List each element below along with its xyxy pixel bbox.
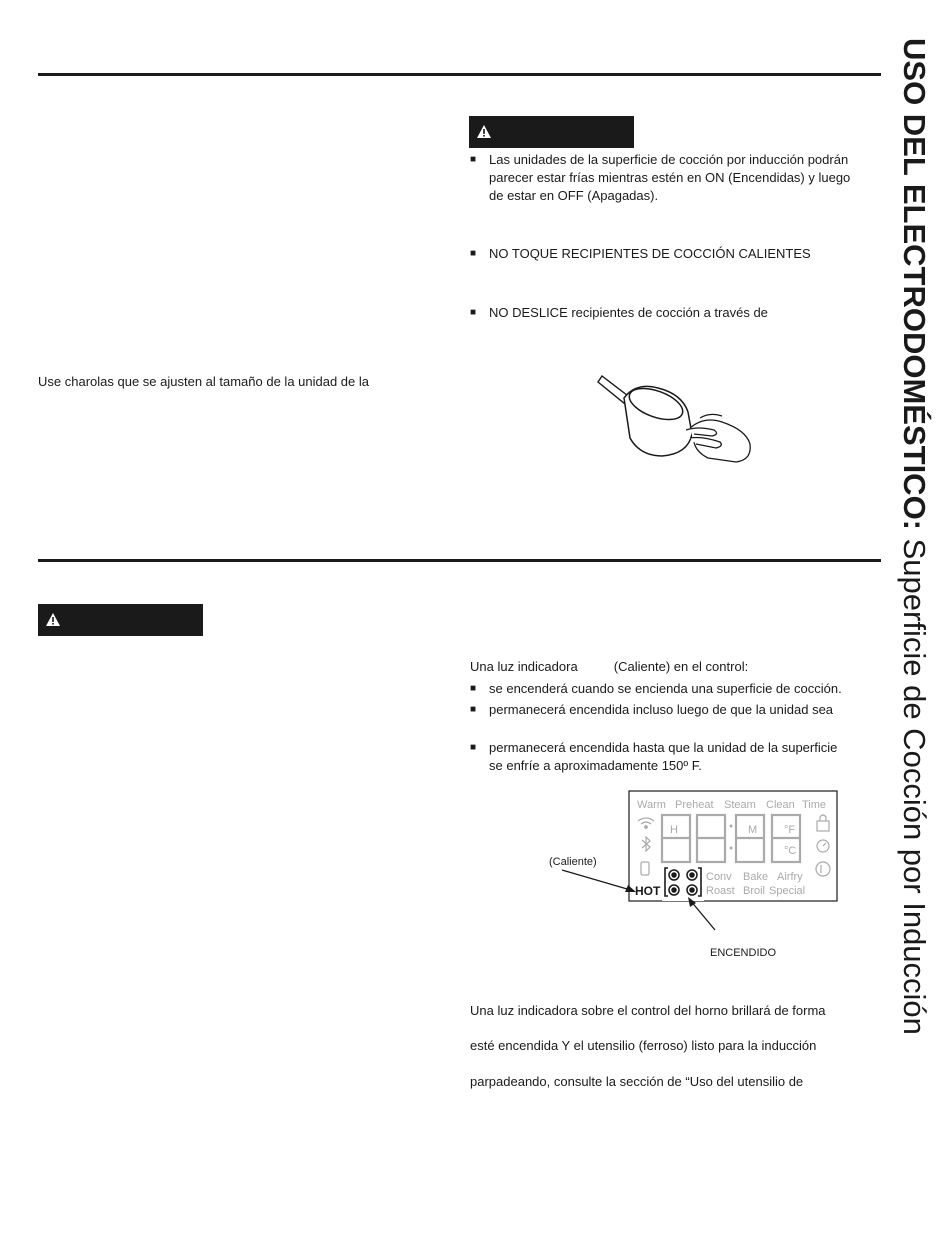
bottom-line-3: parpadeando, consulte la sección de “Uso del utensilio de (470, 1074, 804, 1089)
pan-size-text: Use charolas que se ajusten al tamaño de la unidad de la (38, 374, 369, 389)
mode-special: Special (769, 885, 806, 897)
hot-bullet-1 (470, 680, 842, 698)
warning-icon (46, 613, 60, 626)
bullet-line: ■ Las unidades de la superficie de cocción por inducción podrán (489, 152, 849, 167)
label-steam: Steam (724, 799, 756, 811)
mode-conv: Conv (706, 871, 732, 883)
encendido-callout: ENCENDIDO (710, 947, 777, 959)
warning-banner-bottom (38, 604, 203, 636)
minutes-label: M (748, 824, 758, 836)
mode-broil: Broil (743, 885, 766, 897)
bullet-no-slide (470, 304, 768, 322)
mode-bake: Bake (743, 871, 769, 883)
warning-icon (477, 125, 491, 138)
cooktop-indicator-bg (662, 866, 704, 901)
pot-illustration (596, 372, 754, 464)
bullet-line: se enfríe a aproximadamente 150º F. (489, 758, 702, 773)
bullet-no-touch (470, 245, 811, 263)
bottom-line-2: esté encendida Y el utensilio (ferroso) listo para la inducción (470, 1038, 817, 1053)
caliente-callout: (Caliente) (549, 856, 597, 868)
hot-intro: Una luz indicadora (Caliente) en el control: (470, 659, 749, 674)
hot-bullet-2 (470, 701, 833, 719)
top-rule (38, 73, 881, 76)
side-title (887, 38, 937, 1178)
label-preheat: Preheat (675, 799, 714, 811)
bullet-line: parecer estar frías mientras estén en ON (Encendidas) y luego (489, 170, 851, 185)
label-time: Time (802, 799, 827, 811)
mode-roast: Roast (706, 885, 735, 897)
bullet-text: NO DESLICE recipientes de cocción a través de (489, 305, 768, 320)
bullet-text: se encenderá cuando se encienda una superficie de cocción. (489, 681, 842, 696)
bullet-text: permanecerá encendida incluso luego de que la unidad sea (489, 702, 834, 717)
fahrenheit-label: °F (784, 824, 796, 836)
control-display-illustration (540, 788, 850, 963)
side-title-bold: USO DEL ELECTRODOMÉSTICO: (897, 38, 932, 531)
bullet-induction-cold (470, 151, 909, 205)
bullet-line: de estar en OFF (Apagadas). (489, 188, 659, 203)
warning-banner-top (469, 116, 634, 148)
hot-bullet-3 (470, 739, 837, 775)
label-clean: Clean (766, 799, 795, 811)
mode-airfry: Airfry (777, 871, 803, 883)
bullet-line: ■ permanecerá encendida hasta que la unidad de la superficie (489, 740, 838, 755)
hot-indicator-label: HOT (635, 884, 661, 898)
side-title-regular: Superficie de Cocción por Inducción (897, 530, 932, 1035)
bullet-text: NO TOQUE RECIPIENTES DE COCCIÓN CALIENTES (489, 246, 811, 261)
caliente-arrow (562, 870, 634, 891)
bottom-line-1: Una luz indicadora sobre el control del horno brillará de forma (470, 1003, 826, 1018)
celsius-label: °C (784, 845, 797, 857)
label-warm: Warm (637, 799, 666, 811)
hours-label: H (670, 824, 678, 836)
middle-rule (38, 559, 881, 562)
